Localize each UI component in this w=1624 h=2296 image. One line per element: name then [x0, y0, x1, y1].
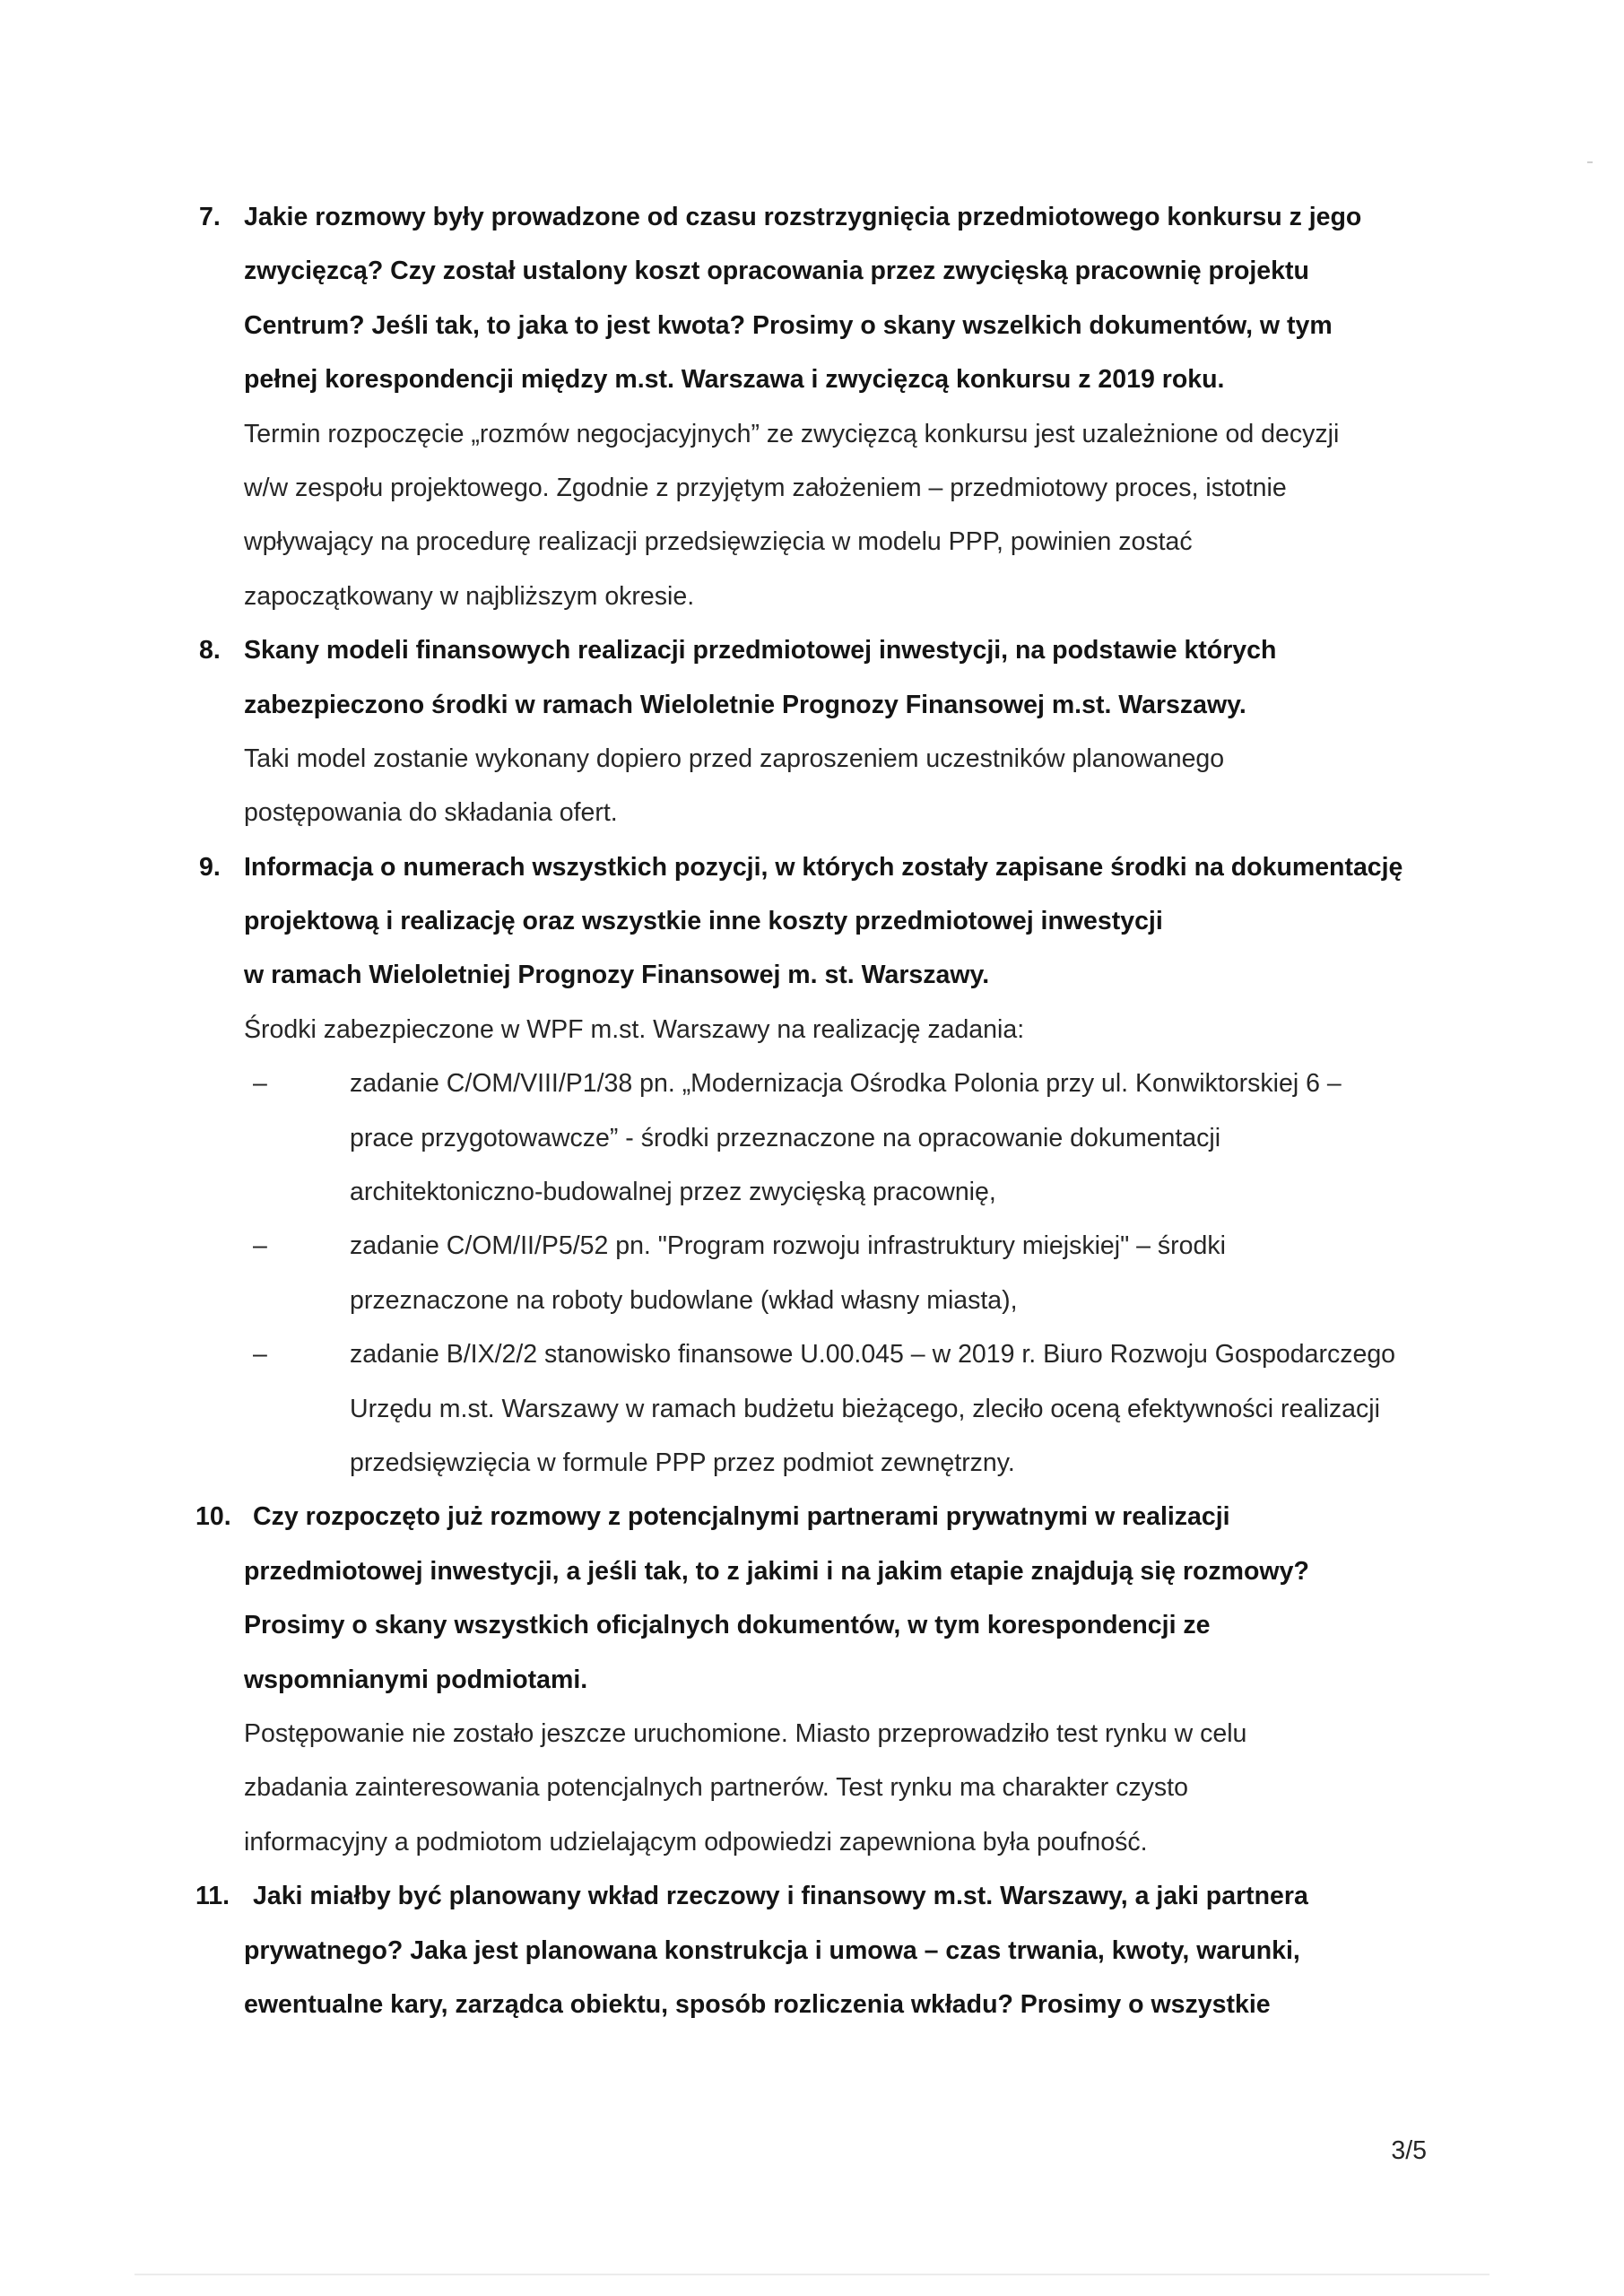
- bullet-dash: –: [253, 1340, 267, 1370]
- item-number: 8.: [199, 636, 221, 665]
- line-text: informacyjny a podmiotom udzielającym odpowiedzi zapewniona była poufność.: [244, 1827, 1148, 1857]
- line-text: Taki model zostanie wykonany dopiero przed zaproszeniem uczestników planowanego: [244, 744, 1225, 773]
- question-line: [195, 1869, 1455, 1923]
- line-text: zbadania zainteresowania potencjalnych partnerów. Test rynku ma charakter czysto: [244, 1773, 1188, 1803]
- answer-line: [199, 1761, 1455, 1814]
- answer-line: [199, 1436, 1455, 1490]
- bullet-dash: –: [253, 1069, 267, 1099]
- line-text: Jakie rozmowy były prowadzone od czasu rozstrzygnięcia przedmiotowego konkursu z jego: [244, 203, 1362, 231]
- line-text: wspomnianymi podmiotami.: [244, 1665, 588, 1694]
- line-text: prace przygotowawcze” - środki przeznaczone na opracowanie dokumentacji: [350, 1123, 1221, 1152]
- answer-line: [199, 1057, 1455, 1110]
- line-text: zabezpieczono środki w ramach Wieloletnie Prognozy Finansowej m.st. Warszawy.: [244, 690, 1246, 719]
- answer-line: [199, 1003, 1455, 1057]
- question-line: [199, 299, 1455, 352]
- line-text: Postępowanie nie zostało jeszcze uruchomione. Miasto przeprowadziło test rynku w celu: [244, 1718, 1247, 1748]
- question-line: [199, 190, 1455, 244]
- line-text: Skany modeli finansowych realizacji przedmiotowej inwestycji, na podstawie których: [244, 636, 1277, 665]
- line-text: w ramach Wieloletniej Prognozy Finansowej m. st. Warszawy.: [244, 961, 990, 990]
- line-text: architektoniczno-budowalnej przez zwycięską pracownię,: [350, 1178, 996, 1207]
- item-number: 7.: [199, 203, 221, 231]
- document-body: [195, 190, 1455, 2031]
- question-line: [199, 623, 1455, 677]
- line-text: Urzędu m.st. Warszawy w ramach budżetu bieżącego, zleciło oceną efektywności realizacji: [350, 1394, 1380, 1423]
- question-line: [199, 1924, 1455, 1978]
- answer-line: [199, 1111, 1455, 1165]
- answer-line: [199, 570, 1455, 623]
- answer-line: [199, 1815, 1455, 1869]
- line-text: Informacja o numerach wszystkich pozycji, w których zostały zapisane środki na dokumentację: [244, 852, 1403, 882]
- line-text: zadanie C/OM/VIII/P1/38 pn. „Modernizacja Ośrodka Polonia przy ul. Konwiktorskiej 6 –: [350, 1069, 1342, 1099]
- line-text: pełnej korespondencji między m.st. Warszawa i zwycięzcą konkursu z 2019 roku.: [244, 365, 1225, 395]
- bullet-dash: –: [253, 1231, 267, 1261]
- line-text: prywatnego? Jaka jest planowana konstrukcja i umowa – czas trwania, kwoty, warunki,: [244, 1935, 1300, 1965]
- page-number: 3/5: [1391, 2136, 1427, 2165]
- line-text: zapoczątkowany w najbliższym okresie.: [244, 581, 695, 611]
- line-text: Prosimy o skany wszystkich oficjalnych dokumentów, w tym korespondencji ze: [244, 1611, 1211, 1640]
- line-text: Jaki miałby być planowany wkład rzeczowy i finansowy m.st. Warszawy, a jaki partnera: [253, 1882, 1308, 1911]
- question-line: [199, 244, 1455, 298]
- item-number: 11.: [195, 1882, 230, 1911]
- answer-line: [199, 1165, 1455, 1219]
- line-text: Środki zabezpieczone w WPF m.st. Warszawy na realizację zadania:: [244, 1014, 1025, 1044]
- line-text: zwycięzcą? Czy został ustalony koszt opracowania przez zwycięską pracownię projektu: [244, 257, 1309, 286]
- answer-line: [199, 515, 1455, 569]
- answer-line: [199, 1219, 1455, 1273]
- item-number: 9.: [199, 852, 221, 882]
- answer-line: [199, 1274, 1455, 1327]
- line-text: wpływający na procedurę realizacji przedsięwzięcia w modelu PPP, powinien zostać: [244, 527, 1193, 557]
- line-text: Centrum? Jeśli tak, to jaka to jest kwota? Prosimy o skany wszelkich dokumentów, w tym: [244, 310, 1333, 340]
- question-line: [199, 1978, 1455, 2031]
- line-text: zadanie B/IX/2/2 stanowisko finansowe U.00.045 – w 2019 r. Biuro Rozwoju Gospodarczego: [350, 1340, 1396, 1370]
- line-text: postępowania do składania ofert.: [244, 798, 618, 828]
- question-line: [199, 1598, 1455, 1652]
- answer-line: [199, 1707, 1455, 1761]
- scan-edge: [135, 2274, 1489, 2275]
- line-text: w/w zespołu projektowego. Zgodnie z przyjętym założeniem – przedmiotowy proces, istotnie: [244, 473, 1287, 502]
- question-line: [199, 1653, 1455, 1707]
- question-line: [199, 894, 1455, 948]
- question-line: [199, 1544, 1455, 1598]
- line-text: zadanie C/OM/II/P5/52 pn. "Program rozwoju infrastruktury miejskiej" – środki: [350, 1231, 1226, 1261]
- line-text: przedsięwzięcia w formule PPP przez podmiot zewnętrzny.: [350, 1448, 1015, 1477]
- answer-line: [199, 461, 1455, 515]
- item-number: 10.: [195, 1502, 231, 1532]
- line-text: Czy rozpoczęto już rozmowy z potencjalnymi partnerami prywatnymi w realizacji: [253, 1502, 1230, 1532]
- answer-line: [199, 1327, 1455, 1381]
- answer-line: [199, 407, 1455, 461]
- line-text: projektową i realizację oraz wszystkie inne koszty przedmiotowej inwestycji: [244, 907, 1163, 936]
- line-text: ewentualne kary, zarządca obiektu, sposób rozliczenia wkładu? Prosimy o wszystkie: [244, 1989, 1271, 2019]
- question-line: [199, 948, 1455, 1002]
- question-line: [199, 678, 1455, 732]
- question-line: [199, 840, 1455, 894]
- question-line: [199, 352, 1455, 406]
- answer-line: [199, 732, 1455, 786]
- answer-line: [199, 786, 1455, 839]
- line-text: przedmiotowej inwestycji, a jeśli tak, to z jakimi i na jakim etapie znajdują się rozmowy?: [244, 1556, 1309, 1586]
- scan-speck: [1587, 161, 1593, 163]
- line-text: przeznaczone na roboty budowlane (wkład własny miasta),: [350, 1285, 1018, 1315]
- question-line: [195, 1490, 1455, 1544]
- line-text: Termin rozpoczęcie „rozmów negocjacyjnych” ze zwycięzcą konkursu jest uzależnione od decyzji: [244, 419, 1340, 448]
- answer-line: [199, 1382, 1455, 1436]
